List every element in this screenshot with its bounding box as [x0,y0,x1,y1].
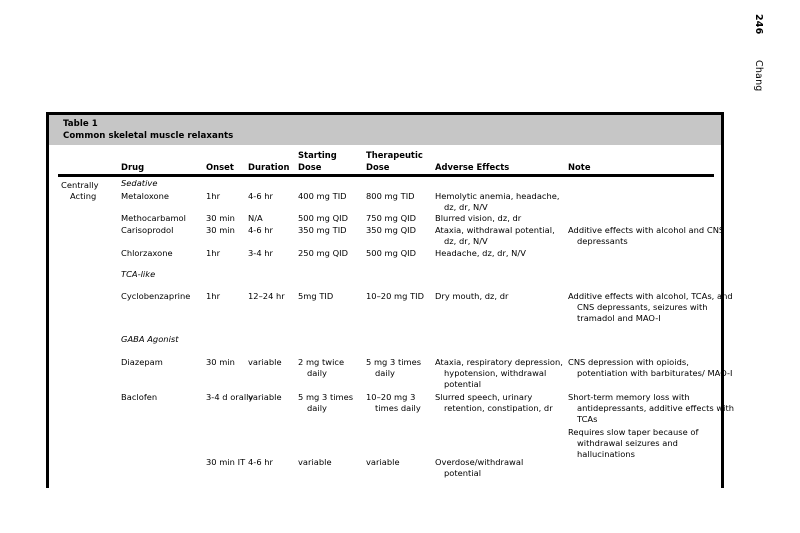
cell-note: CNS depression with opioids, potentiation with barbiturates/ MAO-I [568,357,733,379]
column-header-duration: Duration [248,162,290,172]
cell-duration: variable [248,357,282,367]
column-header-onset: Onset [206,162,234,172]
table-label: Table 1 [63,119,98,129]
group-heading-gaba-agonist: GABA Agonist [121,334,179,344]
cell-note-secondary: Requires slow taper because of withdrawal seizures and hallucinations [568,427,699,460]
cell-therapeutic-dose: variable [366,457,400,467]
cell-starting-dose: variable [298,457,332,467]
cell-therapeutic-dose: 10–20 mg TID [366,291,425,301]
group-heading-sedative: Sedative [121,178,158,188]
cell-duration: 4-6 hr [248,225,273,235]
cell-starting-dose: 500 mg QID [298,213,349,223]
cell-note: Additive effects with alcohol and CNS depressants [568,225,725,247]
column-header-starting-dose-line1: Starting [298,150,337,160]
column-header-note: Note [568,162,591,172]
table-title-bar [49,112,721,145]
column-header-therapeutic-dose-line1: Therapeutic [366,150,423,160]
cell-duration: N/A [248,213,263,223]
cell-onset: 3-4 d orally [206,392,254,402]
cell-onset: 1hr [206,291,221,301]
cell-therapeutic-dose: 350 mg QID [366,225,417,235]
cell-drug: Metaloxone [121,191,170,201]
cell-adverse-effects: Overdose/withdrawal potential [435,457,524,479]
cell-duration: 4-6 hr [248,191,273,201]
cell-note: Additive effects with alcohol, TCAs, and CNS depressants, seizures with tramadol and MAO-I [568,291,733,324]
cell-starting-dose: 5 mg 3 times daily [298,392,354,414]
cell-onset: 1hr [206,248,221,258]
header-rule [58,174,714,177]
cell-therapeutic-dose: 750 mg QID [366,213,417,223]
cell-duration: 12–24 hr [248,291,285,301]
cell-onset: 30 min [206,357,235,367]
cell-therapeutic-dose: 10–20 mg 3 times daily [366,392,421,414]
cell-starting-dose: 350 mg TID [298,225,347,235]
cell-adverse-effects: Hemolytic anemia, headache, dz, dr, N/V [435,191,560,213]
cell-adverse-effects: Dry mouth, dz, dr [435,291,509,301]
cell-starting-dose: 5mg TID [298,291,334,301]
cell-adverse-effects: Ataxia, respiratory depression, hypotension, withdrawal potential [435,357,563,390]
cell-drug: Baclofen [121,392,158,402]
row-class-label-line1: Centrally [61,180,99,190]
row-class-label-line2: Acting [70,191,97,201]
cell-duration: 3-4 hr [248,248,273,258]
cell-drug: Diazepam [121,357,163,367]
column-header-therapeutic-dose-line2: Dose [366,162,390,172]
cell-drug: Carisoprodol [121,225,174,235]
column-header-adverse-effects: Adverse Effects [435,162,510,172]
cell-note: Short-term memory loss with antidepressants, additive effects with TCAs [568,392,735,425]
cell-onset: 1hr [206,191,221,201]
cell-drug: Methocarbamol [121,213,186,223]
cell-starting-dose: 250 mg QID [298,248,349,258]
running-head-title: Chang [753,60,764,92]
table-caption: Common skeletal muscle relaxants [63,130,234,141]
cell-starting-dose: 2 mg twice daily [298,357,345,379]
cell-adverse-effects: Ataxia, withdrawal potential, dz, dr, N/V [435,225,555,247]
cell-onset: 30 min [206,225,235,235]
cell-adverse-effects: Slurred speech, urinary retention, constipation, dr [435,392,553,414]
cell-therapeutic-dose: 5 mg 3 times daily [366,357,422,379]
cell-adverse-effects: Headache, dz, dr, N/V [435,248,526,258]
cell-onset: 30 min [206,213,235,223]
cell-onset: 30 min IT [206,457,246,467]
cell-starting-dose: 400 mg TID [298,191,347,201]
column-header-starting-dose-line2: Dose [298,162,322,172]
cell-drug: Cyclobenzaprine [121,291,191,301]
cell-therapeutic-dose: 500 mg QID [366,248,417,258]
cell-drug: Chlorzaxone [121,248,173,258]
cell-therapeutic-dose: 800 mg TID [366,191,415,201]
table-1 [46,112,735,488]
cell-duration: 4-6 hr [248,457,273,467]
group-heading-tca-like: TCA-like [121,269,156,279]
cell-duration: variable [248,392,282,402]
page-number: 246 [753,14,764,35]
column-header-drug: Drug [121,162,145,172]
cell-adverse-effects: Blurred vision, dz, dr [435,213,522,223]
